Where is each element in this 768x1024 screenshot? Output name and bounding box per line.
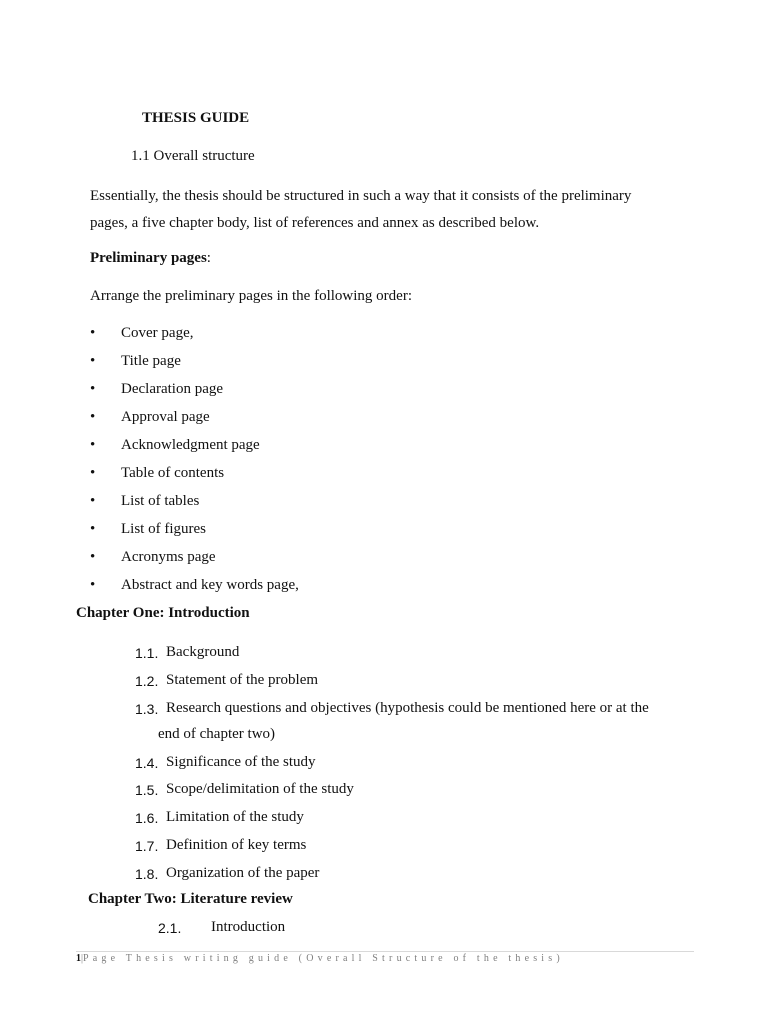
preliminary-heading-colon: : <box>206 250 211 266</box>
page-footer <box>76 953 564 964</box>
list-item-text: Abstract and key words page, <box>121 577 299 593</box>
bullet-icon: • <box>90 325 96 341</box>
list-item-text: Acknowledgment page <box>121 437 260 453</box>
list-item-text: List of figures <box>121 521 206 537</box>
footer-separator: | <box>81 953 84 964</box>
list-item-text: Cover page, <box>121 325 194 341</box>
item-number: 1.7. <box>135 838 159 854</box>
document-title: THESIS GUIDE <box>142 110 250 126</box>
bullet-icon: • <box>90 381 96 397</box>
list-item-text: Acronyms page <box>121 549 216 565</box>
item-text: Definition of key terms <box>166 837 307 853</box>
preliminary-instruction: Arrange the preliminary pages in the following order: <box>90 288 412 304</box>
item-text: Significance of the study <box>166 754 316 770</box>
section-subheading: 1.1 Overall structure <box>131 148 255 164</box>
bullet-icon: • <box>90 549 96 565</box>
item-text: Scope/delimitation of the study <box>166 781 354 797</box>
bullet-icon: • <box>90 577 96 593</box>
item-continuation-text: end of chapter two) <box>158 726 276 742</box>
item-number: 1.8. <box>135 866 159 882</box>
list-item-text: Declaration page <box>121 381 224 397</box>
bullet-icon: • <box>90 465 96 481</box>
chapter-one-heading: Chapter One: Introduction <box>76 605 250 621</box>
preliminary-heading <box>90 250 211 267</box>
bullet-icon: • <box>90 521 96 537</box>
item-text: Research questions and objectives (hypothesis could be mentioned here or at the <box>166 700 649 716</box>
preliminary-heading-text: Preliminary pages <box>90 250 207 266</box>
item-number: 1.4. <box>135 755 159 771</box>
bullet-icon: • <box>90 409 96 425</box>
bullet-icon: • <box>90 437 96 453</box>
item-number: 1.5. <box>135 782 159 798</box>
list-item-text: List of tables <box>121 493 200 509</box>
bullet-icon: • <box>90 353 96 369</box>
intro-paragraph: Essentially, the thesis should be structured in such a way that it consists of the preliminary pages, a five chapter body, list of references and annex as described below. <box>90 188 632 231</box>
item-number: 1.3. <box>135 701 159 717</box>
list-item-text: Title page <box>121 353 181 369</box>
list-item-text: Approval page <box>121 409 210 425</box>
page-number: 1 <box>76 953 81 964</box>
item-text: Limitation of the study <box>166 809 304 825</box>
item-text: Background <box>166 644 240 660</box>
item-number: 1.1. <box>135 645 159 661</box>
footer-text: Page Thesis writing guide (Overall Structure of the thesis) <box>83 953 564 964</box>
item-number: 2.1. <box>158 920 182 936</box>
bullet-icon: • <box>90 493 96 509</box>
list-item-text: Table of contents <box>121 465 225 481</box>
item-text: Statement of the problem <box>166 672 319 688</box>
item-text: Organization of the paper <box>166 865 320 881</box>
item-number: 1.6. <box>135 810 159 826</box>
item-number: 1.2. <box>135 673 159 689</box>
chapter-two-heading: Chapter Two: Literature review <box>88 891 293 907</box>
footer-divider <box>76 951 694 952</box>
item-text: Introduction <box>211 919 286 935</box>
